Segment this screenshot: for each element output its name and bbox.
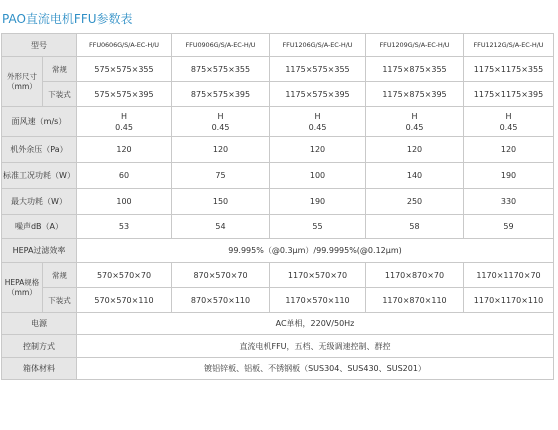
table-cell: 120: [77, 137, 172, 163]
hepa-size-label-line1: HEPA规格: [4, 277, 40, 287]
table-cell: 1170×570×110: [270, 288, 366, 313]
table-cell: 190: [464, 163, 554, 189]
velocity-value: 0.45: [308, 122, 327, 132]
hepa-downflow-label: 下装式: [43, 288, 77, 313]
table-cell: 575×575×355: [77, 57, 172, 82]
table-cell: 1170×870×70: [366, 263, 464, 288]
table-cell: 120: [366, 137, 464, 163]
table-cell: 54: [172, 215, 270, 239]
power-supply-label: 电源: [2, 313, 77, 335]
speed-level: H: [314, 111, 321, 121]
table-cell: [464, 107, 554, 137]
table-cell: 140: [366, 163, 464, 189]
control-label: 控制方式: [2, 335, 77, 358]
hepa-regular-label: 常规: [43, 263, 77, 288]
hepa-downflow-row: [2, 288, 554, 313]
table-cell: [366, 107, 464, 137]
hepa-efficiency-value: 99.995%（@0.3μm）/99.9995%(@0.12μm): [77, 239, 554, 263]
table-cell: 575×575×395: [77, 82, 172, 107]
table-cell: 120: [270, 137, 366, 163]
table-cell: 1170×870×110: [366, 288, 464, 313]
table-cell: 1175×575×395: [270, 82, 366, 107]
model-cell: FFU0606G/S/A-EC-H/U: [77, 34, 172, 57]
table-cell: 250: [366, 189, 464, 215]
model-cell: FFU1206G/S/A-EC-H/U: [270, 34, 366, 57]
table-cell: 59: [464, 215, 554, 239]
speed-level: H: [411, 111, 418, 121]
hepa-regular-row: [2, 263, 554, 288]
standard-power-row: [2, 163, 554, 189]
face-velocity-label: 面风速（m/s）: [2, 107, 77, 137]
table-cell: 75: [172, 163, 270, 189]
model-cell: FFU1212G/S/A-EC-H/U: [464, 34, 554, 57]
table-cell: [172, 107, 270, 137]
table-cell: 100: [270, 163, 366, 189]
model-cell: FFU0906G/S/A-EC-H/U: [172, 34, 270, 57]
velocity-value: 0.45: [211, 122, 230, 132]
material-label: 箱体材料: [2, 358, 77, 380]
dimensions-label-line1: 外形尺寸: [7, 71, 37, 81]
table-cell: 870×570×110: [172, 288, 270, 313]
dimensions-label: [2, 57, 43, 107]
hepa-size-label: [2, 263, 43, 313]
noise-label: 噪声dB（A）: [2, 215, 77, 239]
spec-table: [1, 33, 554, 380]
hepa-efficiency-row: [2, 239, 554, 263]
max-power-label: 最大功耗（W）: [2, 189, 77, 215]
material-value: 镀铝锌板、铝板、不锈钢板（SUS304、SUS430、SUS201）: [77, 358, 554, 380]
hepa-efficiency-label: HEPA过滤效率: [2, 239, 77, 263]
table-cell: 1175×875×355: [366, 57, 464, 82]
table-cell: 190: [270, 189, 366, 215]
table-cell: 1170×1170×70: [464, 263, 554, 288]
dimensions-downflow-label: 下装式: [43, 82, 77, 107]
table-cell: 870×570×70: [172, 263, 270, 288]
hepa-size-label-line2: （mm）: [7, 287, 37, 297]
model-row: [2, 34, 554, 57]
table-cell: 1170×570×70: [270, 263, 366, 288]
dimension-downflow-row: [2, 82, 554, 107]
residual-pressure-label: 机外余压（Pa）: [2, 137, 77, 163]
standard-power-label: 标准工况功耗（W）: [2, 163, 77, 189]
velocity-value: 0.45: [499, 122, 518, 132]
face-velocity-row: [2, 107, 554, 137]
table-cell: 120: [172, 137, 270, 163]
table-cell: 330: [464, 189, 554, 215]
dimensions-regular-label: 常规: [43, 57, 77, 82]
dimensions-label-line2: （mm）: [7, 81, 37, 91]
table-cell: 570×570×70: [77, 263, 172, 288]
material-row: [2, 358, 554, 380]
power-supply-value: AC单相，220V/50Hz: [77, 313, 554, 335]
table-cell: 1175×875×395: [366, 82, 464, 107]
table-cell: 60: [77, 163, 172, 189]
max-power-row: [2, 189, 554, 215]
table-cell: 1175×1175×395: [464, 82, 554, 107]
control-value: 直流电机FFU，五档、无级调速控制、群控: [77, 335, 554, 358]
table-cell: 58: [366, 215, 464, 239]
table-cell: 120: [464, 137, 554, 163]
table-cell: 570×570×110: [77, 288, 172, 313]
table-cell: 55: [270, 215, 366, 239]
table-cell: 100: [77, 189, 172, 215]
table-cell: 875×575×395: [172, 82, 270, 107]
table-cell: 150: [172, 189, 270, 215]
velocity-value: 0.45: [405, 122, 424, 132]
table-cell: [77, 107, 172, 137]
table-cell: 1170×1170×110: [464, 288, 554, 313]
table-cell: 53: [77, 215, 172, 239]
power-supply-row: [2, 313, 554, 335]
model-cell: FFU1209G/S/A-EC-H/U: [366, 34, 464, 57]
table-cell: 1175×575×355: [270, 57, 366, 82]
table-cell: 875×575×355: [172, 57, 270, 82]
speed-level: H: [120, 111, 127, 121]
page-title: PAO直流电机FFU参数表: [2, 12, 133, 26]
table-cell: [270, 107, 366, 137]
noise-row: [2, 215, 554, 239]
speed-level: H: [217, 111, 224, 121]
residual-pressure-row: [2, 137, 554, 163]
table-cell: 1175×1175×355: [464, 57, 554, 82]
dimension-regular-row: [2, 57, 554, 82]
control-row: [2, 335, 554, 358]
model-label: 型号: [2, 34, 77, 57]
velocity-value: 0.45: [115, 122, 133, 132]
speed-level: H: [505, 111, 512, 121]
